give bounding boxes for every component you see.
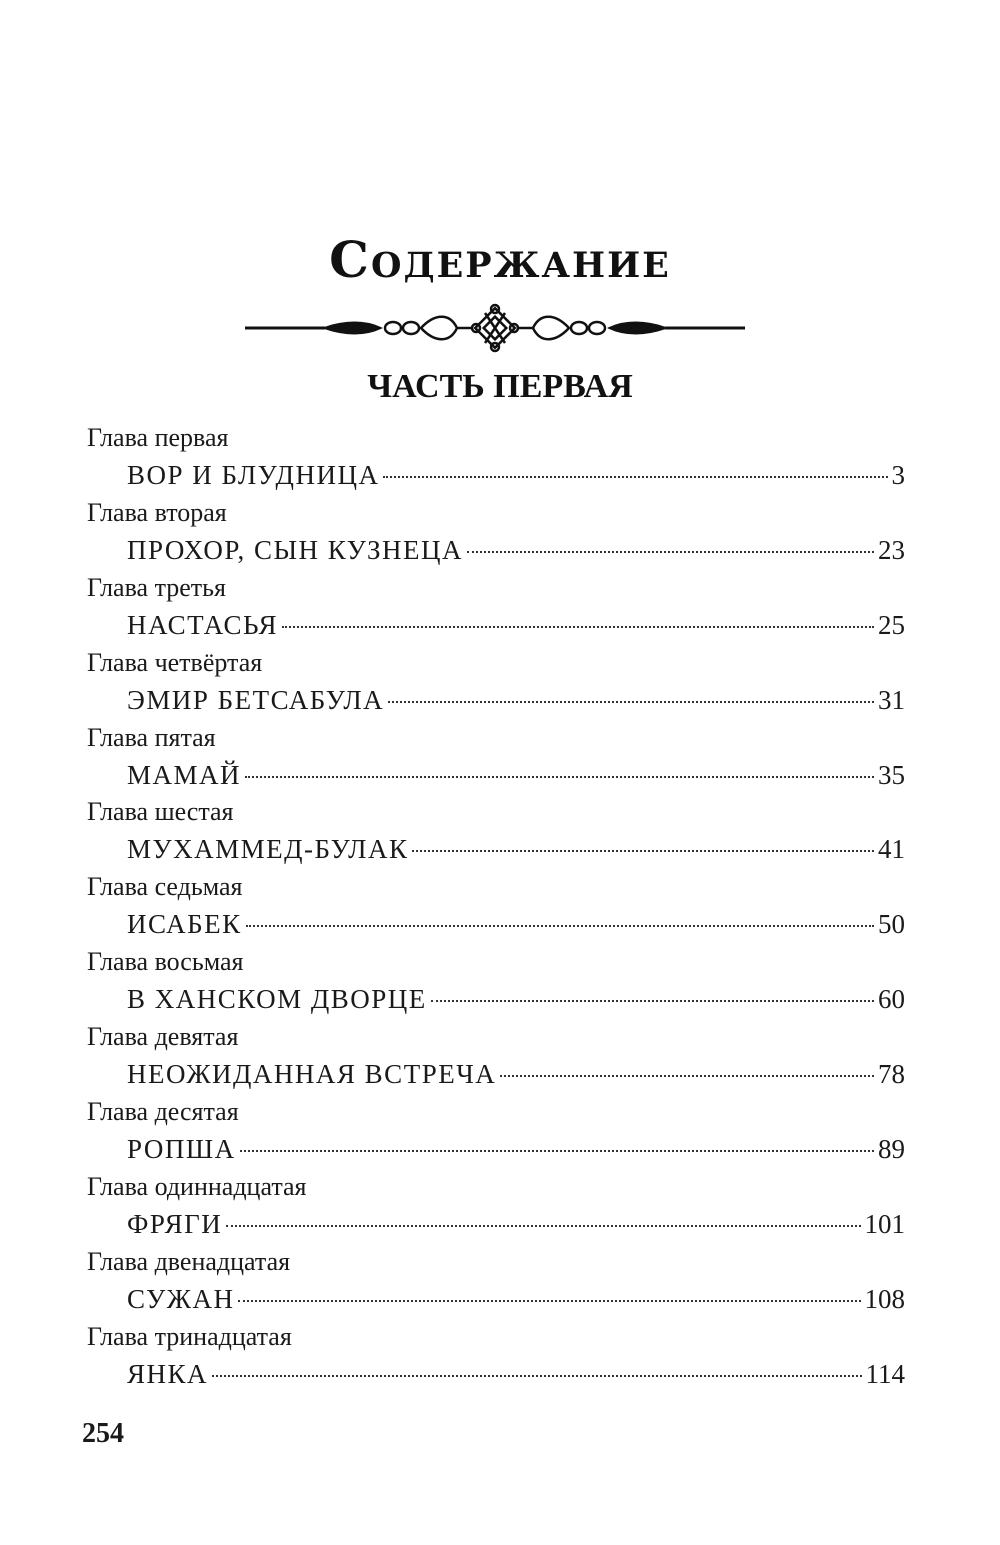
chapter-title: СУЖАН [127, 1283, 235, 1314]
chapter-title: ЭМИР БЕТСАБУЛА [127, 684, 385, 715]
page-title: Содержание [329, 230, 671, 289]
chapter-label: Глава одиннадцатая [87, 1171, 307, 1201]
chapter-page-number: 25 [878, 609, 905, 640]
toc-chapter [87, 869, 905, 944]
dot-leader [240, 1150, 874, 1152]
dot-leader [238, 1300, 860, 1302]
toc-chapter [87, 794, 905, 869]
dot-leader [246, 925, 874, 927]
toc-entry [127, 1055, 905, 1093]
toc-chapter [87, 1019, 905, 1094]
table-of-contents [87, 420, 905, 1394]
toc-chapter [87, 1244, 905, 1319]
chapter-page-number: 114 [865, 1358, 905, 1389]
toc-entry [127, 980, 905, 1018]
toc-entry [127, 531, 905, 569]
toc-chapter [87, 720, 905, 795]
chapter-page-number: 23 [878, 534, 905, 565]
page-number: 254 [82, 1418, 124, 1449]
chapter-page-number: 50 [878, 909, 905, 940]
dot-leader [412, 850, 874, 852]
dot-leader [467, 551, 874, 553]
toc-entry [127, 830, 905, 868]
chapter-label: Глава пятая [87, 722, 216, 752]
chapter-title: РОПША [127, 1134, 236, 1165]
chapter-title: ЯНКА [127, 1358, 209, 1389]
chapter-label: Глава девятая [87, 1022, 239, 1052]
chapter-title: ИСАБЕК [127, 909, 242, 940]
toc-entry [127, 681, 905, 719]
ornament-divider-icon [245, 303, 745, 353]
toc-chapter [87, 944, 905, 1019]
toc-chapter [87, 570, 905, 645]
chapter-label: Глава вторая [87, 497, 227, 527]
toc-entry [127, 905, 905, 943]
dot-leader [245, 776, 874, 778]
chapter-page-number: 108 [864, 1283, 905, 1314]
toc-chapter [87, 1094, 905, 1169]
dot-leader [282, 626, 874, 628]
chapter-page-number: 35 [878, 759, 905, 790]
chapter-label: Глава шестая [87, 797, 234, 827]
chapter-page-number: 3 [891, 460, 905, 490]
dot-leader [388, 701, 874, 703]
chapter-label: Глава первая [87, 423, 229, 452]
chapter-page-number: 31 [878, 684, 905, 715]
toc-chapter [87, 495, 905, 570]
toc-chapter [87, 645, 905, 720]
chapter-page-number: 41 [878, 834, 905, 865]
chapter-page-number: 101 [864, 1208, 905, 1239]
dot-leader [226, 1225, 860, 1227]
toc-chapter [87, 1169, 905, 1244]
chapter-page-number: 78 [878, 1059, 905, 1090]
dot-leader [212, 1375, 861, 1377]
part-title: ЧАСТЬ ПЕРВАЯ [367, 368, 633, 405]
chapter-label: Глава третья [87, 572, 226, 602]
dot-leader [383, 476, 887, 478]
chapter-page-number: 60 [878, 984, 905, 1015]
chapter-title: ФРЯГИ [127, 1208, 223, 1239]
toc-entry [127, 756, 905, 794]
chapter-label: Глава десятая [87, 1097, 239, 1127]
chapter-title: МУХАММЕД-БУЛАК [127, 834, 409, 865]
toc-entry [127, 1205, 905, 1243]
chapter-title: НЕОЖИДАННАЯ ВСТРЕЧА [127, 1059, 497, 1090]
chapter-title: МАМАЙ [127, 759, 242, 790]
chapter-page-number: 89 [878, 1134, 905, 1165]
dot-leader [431, 1000, 874, 1002]
toc-entry [127, 1130, 905, 1168]
dot-leader [500, 1075, 874, 1077]
chapter-label: Глава двенадцатая [87, 1246, 291, 1276]
chapter-title: ВОР И БЛУДНИЦА [127, 460, 380, 490]
toc-chapter [87, 420, 905, 495]
toc-chapter [87, 1319, 905, 1394]
chapter-label: Глава тринадцатая [87, 1321, 292, 1351]
chapter-label: Глава четвёртая [87, 647, 263, 677]
toc-entry [127, 456, 905, 494]
chapter-title: НАСТАСЬЯ [127, 609, 279, 640]
toc-entry [127, 1355, 905, 1393]
chapter-label: Глава восьмая [87, 947, 244, 977]
chapter-title: В ХАНСКОМ ДВОРЦЕ [127, 984, 427, 1015]
toc-entry [127, 1280, 905, 1318]
chapter-title: ПРОХОР, СЫН КУЗНЕЦА [127, 534, 464, 565]
chapter-label: Глава седьмая [87, 872, 243, 902]
toc-entry [127, 606, 905, 644]
